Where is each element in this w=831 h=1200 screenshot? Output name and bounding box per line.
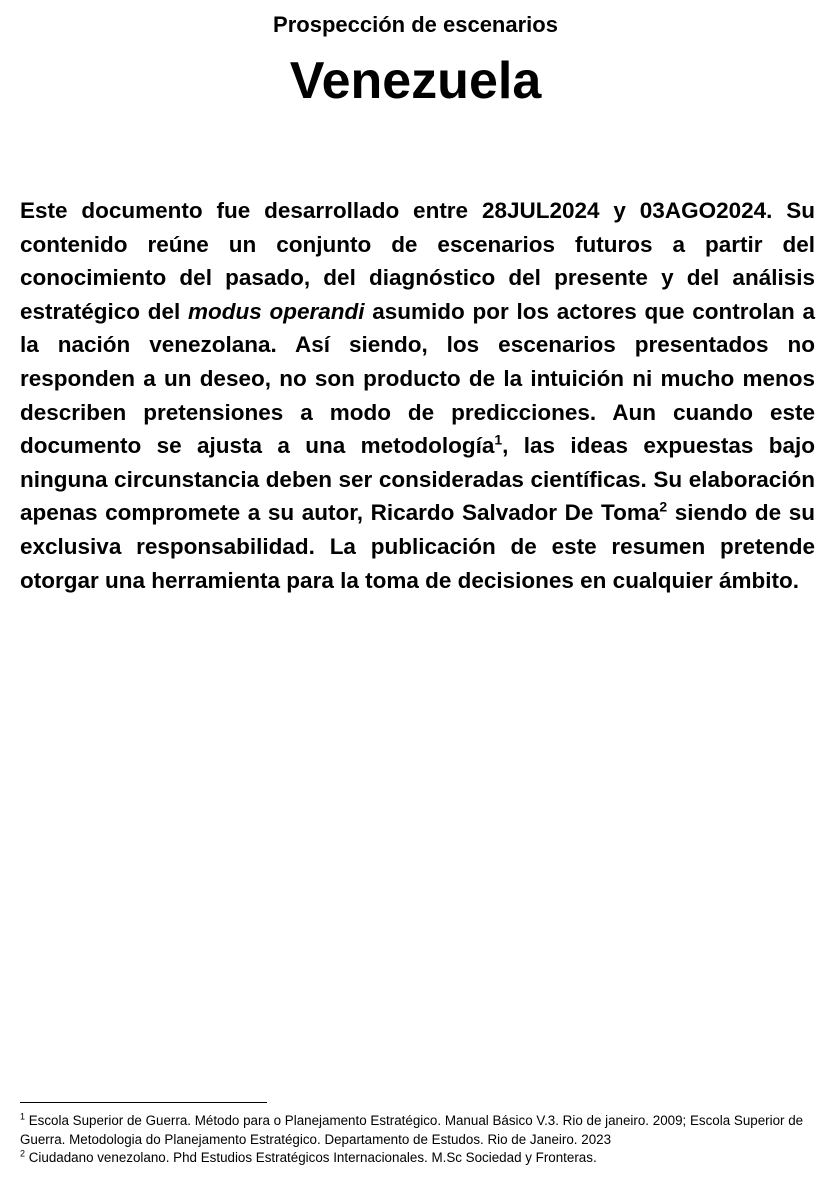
document-subtitle: Prospección de escenarios [273,12,558,37]
body-text-part-3: , las ideas expuestas bajo ninguna circunstancia deben ser consideradas científicas. Su elaboración apenas compromete a su autor, Ricardo Salvador De Toma [20,433,815,526]
body-paragraph [20,194,815,597]
footnote-1 [20,1112,817,1149]
footnote-ref-2: 2 [659,498,668,515]
footnote-ref-1: 1 [494,431,503,448]
body-text-part-4: siendo de su exclusiva responsabilidad. La publicación de este resumen pretende otorgar una herramienta para la toma de decisiones en cualquier ámbito. [20,500,815,593]
footnote-2-text: Ciudadano venezolano. Phd Estudios Estratégicos Internacionales. M.Sc Sociedad y Fronteras. [25,1150,597,1165]
document-title: Venezuela [289,52,542,110]
footnote-1-marker: 1 [20,1111,26,1122]
footnote-separator [20,1102,267,1103]
footnote-2-marker: 2 [20,1148,26,1159]
footnotes [20,1112,817,1168]
footnote-1-text: Escola Superior de Guerra. Método para o Planejamento Estratégico. Manual Básico V.3. Rio de janeiro. 2009; Escola Superior de Guerra. Metodologia do Planejamento Estratégico. Departamento de Estudos. Rio de Janeiro. 2023 [20,1113,804,1147]
body-text-italic: modus operandi [188,298,365,324]
footnote-2 [20,1149,817,1168]
body-text-part-1: Este documento fue desarrollado entre 28JUL2024 y 03AGO2024. Su contenido reúne un conjunto de escenarios futuros a partir del conocimiento del pasado, del diagnóstico del presente y del análisis estratégico del [20,198,815,324]
body-text-part-2: asumido por los actores que controlan a la nación venezolana. Así siendo, los escenarios presentados no responden a un deseo, no son producto de la intuición ni mucho menos describen pretensiones a modo de predicciones. Aun cuando este documento se ajusta a una metodología [20,298,816,459]
